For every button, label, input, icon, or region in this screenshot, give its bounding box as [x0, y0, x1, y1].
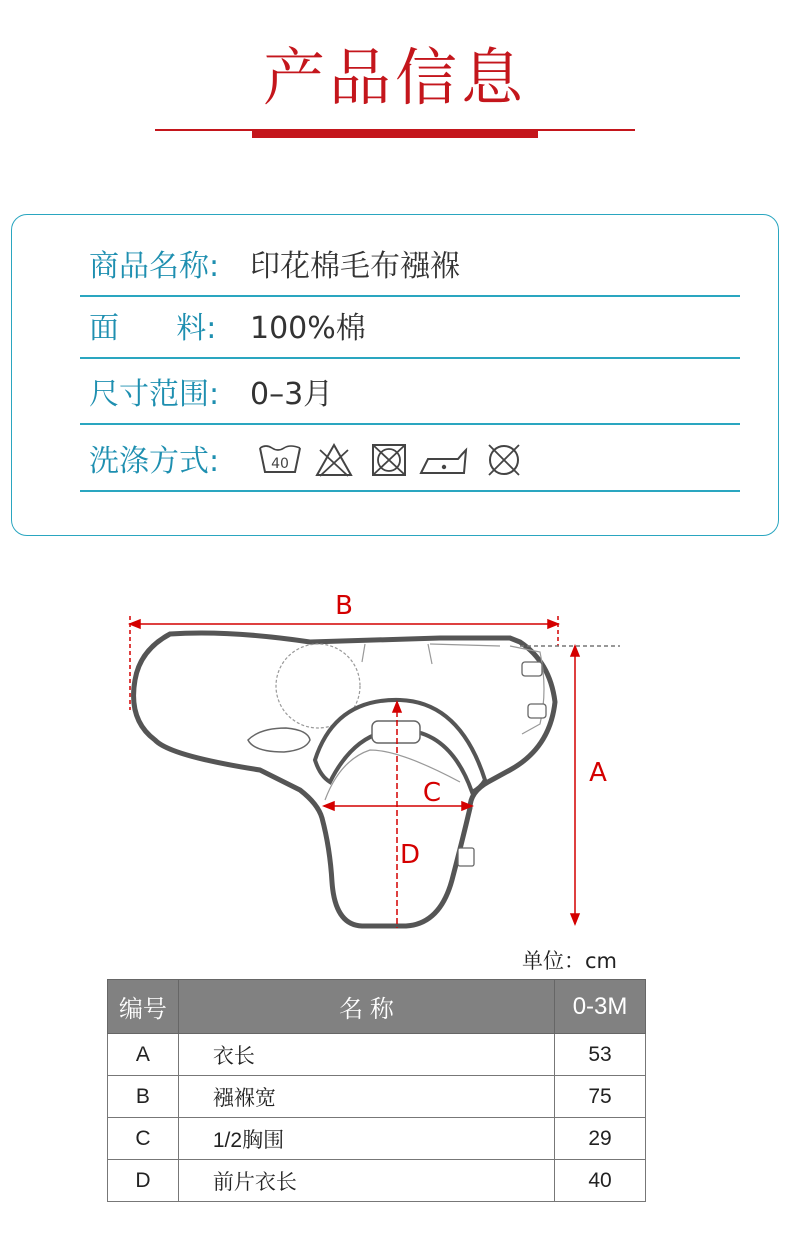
info-row-size-range	[80, 359, 740, 425]
do-not-bleach-icon	[314, 442, 354, 478]
table-row	[108, 1034, 646, 1076]
row-value: 53	[555, 1034, 646, 1076]
size-table-header	[108, 980, 646, 1034]
dimension-label-d: D	[399, 840, 421, 870]
iron-low-icon	[418, 442, 470, 478]
row-code: D	[108, 1160, 179, 1202]
info-value-name: 印花棉毛布襁褓	[250, 249, 460, 284]
dimension-label-a: A	[589, 758, 607, 788]
row-code: C	[108, 1118, 179, 1160]
page-title: 产品信息	[262, 41, 527, 114]
row-name: 前片衣长	[178, 1160, 554, 1202]
dimension-b	[130, 616, 558, 710]
info-label-size-range: 尺寸范围:	[89, 377, 220, 412]
row-value: 29	[555, 1118, 646, 1160]
unit-label: 单位：cm	[522, 949, 618, 973]
info-label-fabric: 面 料:	[89, 311, 217, 346]
info-label-name: 商品名称:	[89, 249, 220, 284]
table-row	[108, 1118, 646, 1160]
row-name: 襁褓宽	[178, 1076, 554, 1118]
row-code: B	[108, 1076, 179, 1118]
row-value: 75	[555, 1076, 646, 1118]
swaddle-outline	[134, 633, 555, 926]
table-row	[108, 1076, 646, 1118]
info-label-washing: 洗涤方式:	[89, 444, 220, 479]
dimension-c	[324, 802, 472, 810]
row-name: 1/2胸围	[178, 1118, 554, 1160]
header-code: 编号	[108, 980, 179, 1034]
table-row	[108, 1160, 646, 1202]
swaddle-pocket	[248, 728, 310, 752]
header-name: 名 称	[178, 980, 554, 1034]
info-row-fabric	[80, 293, 740, 359]
title-underline-bar	[252, 131, 538, 138]
wash-40-icon	[258, 442, 302, 478]
row-code: A	[108, 1034, 179, 1076]
header-size: 0-3M	[555, 980, 646, 1034]
info-row-name	[80, 231, 740, 297]
dimension-label-c: C	[422, 778, 442, 808]
do-not-tumble-dry-icon	[370, 442, 408, 478]
swaddle-measurement-diagram	[110, 580, 650, 935]
row-value: 40	[555, 1160, 646, 1202]
row-name: 衣长	[178, 1034, 554, 1076]
swaddle-neck-opening	[315, 700, 485, 792]
wash-temperature: 40	[271, 456, 289, 472]
info-value-fabric: 100%棉	[250, 311, 366, 346]
dimension-label-b: B	[335, 591, 353, 621]
info-value-size-range: 0–3月	[250, 377, 334, 412]
size-table	[107, 979, 646, 1202]
do-not-dry-clean-icon	[484, 442, 524, 478]
info-row-washing	[80, 426, 740, 492]
